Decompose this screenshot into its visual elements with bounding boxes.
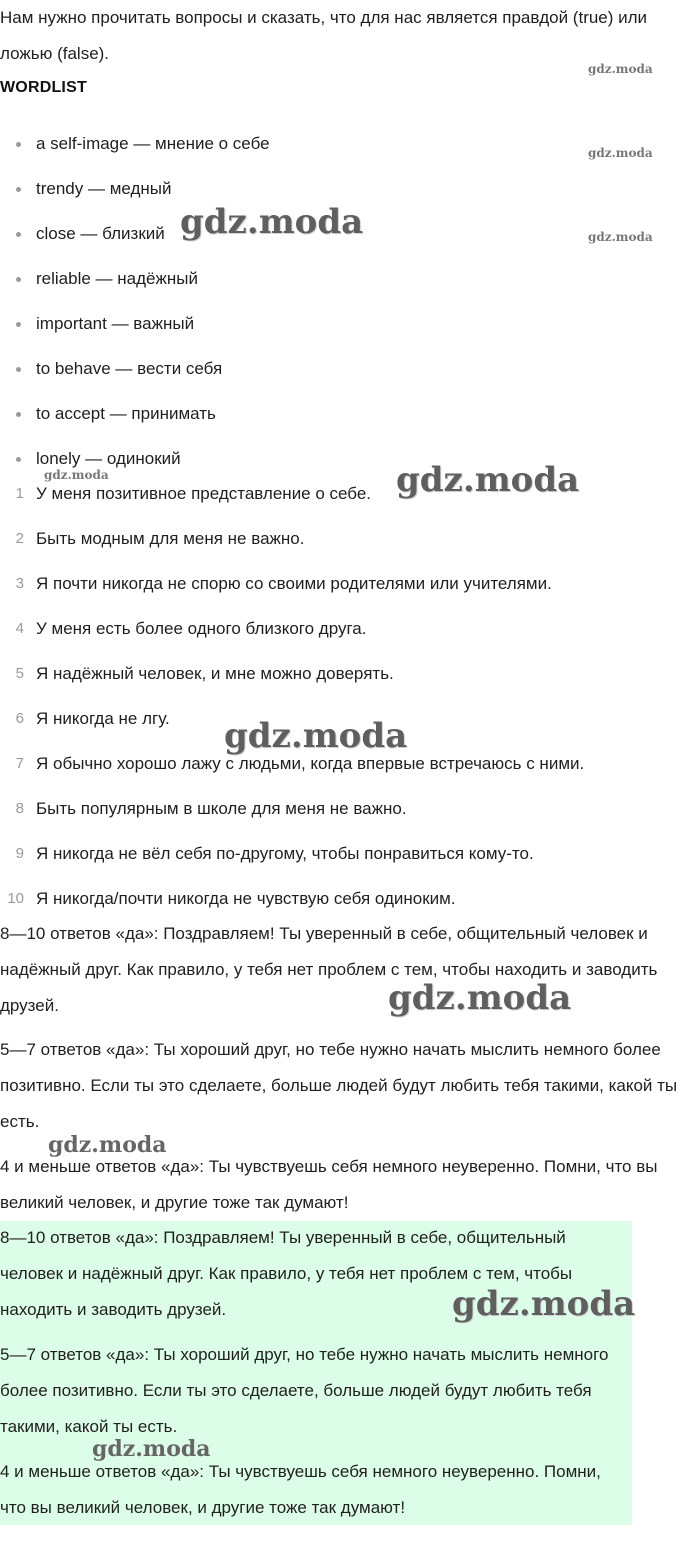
wordlist-item-text: trendy — медный: [36, 179, 172, 198]
wordlist-heading: WORDLIST: [0, 79, 87, 96]
question-number: 4: [15, 620, 24, 637]
result-paragraph: 8—10 ответов «да»: Поздравляем! Ты уверенный в себе, общительный человек и надёжный друг. Как правило, у тебя нет проблем с тем, чтобы находить и заводить друзей.: [0, 924, 658, 1015]
question-number: 3: [15, 575, 24, 592]
question-text: Я никогда не лгу.: [36, 709, 170, 728]
watermark-logo: gdz.moda: [388, 978, 572, 1018]
question-number: 1: [15, 485, 24, 502]
bullet-dot-icon: [16, 412, 21, 417]
highlighted-paragraph: 4 и меньше ответов «да»: Ты чувствуешь себя немного неуверенно. Помни, что вы великий человек, и другие тоже так думают!: [0, 1462, 601, 1517]
bullet-dot-icon: [16, 367, 21, 372]
result-paragraph: 4 и меньше ответов «да»: Ты чувствуешь себя немного неуверенно. Помни, что вы великий человек, и другие тоже так думают!: [0, 1157, 658, 1212]
wordlist-item-text: to behave — вести себя: [36, 359, 223, 378]
question-text: Я никогда/почти никогда не чувствую себя одиноким.: [36, 889, 456, 908]
question-text: Я почти никогда не спорю со своими родителями или учителями.: [36, 574, 552, 593]
result-paragraph: 5—7 ответов «да»: Ты хороший друг, но тебе нужно начать мыслить немного более позитивно. Если ты это сделаете, больше людей будут любить тебя такими, какой ты есть.: [0, 1040, 678, 1131]
watermark-logo: gdz.moda: [48, 1132, 167, 1158]
question-text: Я обычно хорошо лажу с людьми, когда впервые встречаюсь с ними.: [36, 754, 585, 773]
question-text: Быть модным для меня не важно.: [36, 529, 305, 548]
question-text: У меня есть более одного близкого друга.: [36, 619, 367, 638]
question-number: 5: [15, 665, 24, 682]
question-text: Я надёжный человек, и мне можно доверять.: [36, 664, 394, 683]
bullet-dot-icon: [16, 142, 21, 147]
watermark-logo: gdz.moda: [588, 146, 653, 160]
bullet-dot-icon: [16, 187, 21, 192]
watermark-logo: gdz.moda: [588, 62, 653, 76]
wordlist-item-text: reliable — надёжный: [36, 269, 198, 288]
watermark-logo: gdz.moda: [452, 1284, 636, 1324]
watermark-logo: gdz.moda: [396, 460, 580, 500]
wordlist-item-text: close — близкий: [36, 224, 165, 243]
question-number: 9: [15, 845, 24, 862]
wordlist-item-text: to accept — принимать: [36, 404, 216, 423]
question-number: 2: [15, 530, 24, 547]
question-number: 6: [15, 710, 24, 727]
watermark-logo: gdz.moda: [44, 468, 109, 482]
question-number: 8: [15, 800, 24, 817]
watermark-logo: gdz.moda: [588, 230, 653, 244]
highlighted-paragraph: 5—7 ответов «да»: Ты хороший друг, но тебе нужно начать мыслить немного более позитивно. Если ты это сделаете, больше людей будут любить тебя такими, какой ты есть.: [0, 1345, 609, 1436]
watermark-logo: gdz.moda: [92, 1436, 211, 1462]
watermark-logo: gdz.moda: [224, 716, 408, 756]
highlighted-paragraph: 8—10 ответов «да»: Поздравляем! Ты уверенный в себе, общительный человек и надёжный друг. Как правило, у тебя нет проблем с тем, чтобы находить и заводить друзей.: [0, 1228, 573, 1319]
bullet-dot-icon: [16, 322, 21, 327]
wordlist-item-text: lonely — одинокий: [36, 449, 181, 468]
bullet-dot-icon: [16, 457, 21, 462]
question-number: 10: [7, 890, 24, 907]
bullet-dot-icon: [16, 232, 21, 237]
intro-paragraph: Нам нужно прочитать вопросы и сказать, что для нас является правдой (true) или ложью (false).: [0, 8, 648, 63]
bullet-dot-icon: [16, 277, 21, 282]
wordlist-item-text: a self-image — мнение о себе: [36, 134, 270, 153]
wordlist-item-text: important — важный: [36, 314, 195, 333]
question-text: Я никогда не вёл себя по-другому, чтобы понравиться кому-то.: [36, 844, 534, 863]
watermark-logo: gdz.moda: [180, 202, 364, 242]
question-number: 7: [15, 755, 24, 772]
question-text: У меня позитивное представление о себе.: [36, 484, 372, 503]
question-text: Быть популярным в школе для меня не важно.: [36, 799, 407, 818]
